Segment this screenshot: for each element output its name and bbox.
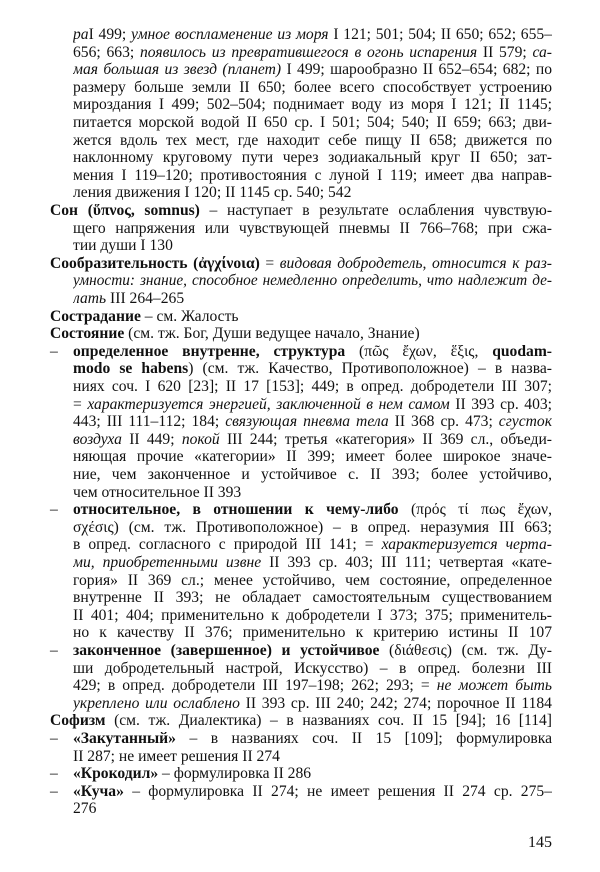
text-segment: II 393 ср. 403; III 111; четвертая «кате-: [261, 554, 552, 571]
italic-quote: укреплено или ослаблено: [73, 694, 240, 712]
text-segment: =: [73, 395, 88, 413]
text-segment: 276: [73, 800, 97, 818]
text-segment: внутренне II 393; не обладает самостоятельным существованием: [73, 589, 552, 607]
text-segment: гория» II 369 сл.; менее устойчиво, чем состояние, определенное: [73, 571, 552, 589]
italic-quote: связующая пневма тела: [225, 413, 389, 431]
text-segment: =: [259, 254, 280, 272]
text-segment: 443; III 111–112; 184;: [73, 413, 226, 431]
sub-entry-line: [73, 642, 552, 660]
text-segment: в опред. согласного с природой III 141; =: [73, 536, 382, 554]
text-line: [73, 695, 552, 713]
entry-term: «Закутанный»: [73, 730, 176, 747]
text-line: [73, 79, 552, 97]
text-segment: чем относительное II 393: [73, 483, 242, 501]
text-segment: II 579;: [477, 43, 533, 61]
text-segment: I 499;: [88, 26, 132, 43]
text-segment: ) (см. тж. Качество, Противоположное) – в назва-: [188, 360, 552, 378]
entry-term: относительное, в отношении к чему-либо: [73, 501, 399, 519]
text-segment: II 368 ср. 473;: [388, 413, 499, 431]
entry-head-line: [50, 308, 552, 326]
text-segment: II 287; не имеет решения II 274: [73, 747, 280, 765]
text-line: [73, 220, 552, 238]
sub-entry-line: [73, 765, 552, 783]
text-segment: ниях соч. I 620 [23]; II 17 [153]; 449; в опред. добродетели III 307;: [73, 378, 552, 395]
text-line: [73, 396, 552, 414]
text-segment: (см. тж. Бог, Души ведущее начало, Знание): [124, 325, 420, 343]
entry-term: Сон (ὕπνος, somnus): [50, 202, 200, 219]
text-line: [73, 572, 552, 590]
text-segment: II 393 ср. 403;: [449, 395, 552, 413]
italic-quote: характеризуется черта-: [381, 536, 552, 554]
text-line: [73, 272, 552, 290]
entry-term: Софизм: [50, 712, 106, 730]
text-line: [73, 660, 552, 678]
text-line: [73, 114, 552, 132]
text-segment: – наступает в результате ослабления чувствую-: [199, 202, 552, 219]
sub-entry-line: [73, 501, 552, 519]
entry-term: законченное (завершенное) и устойчивое: [73, 642, 380, 659]
text-segment: питается морской водой II 650 ср. I 501; 504; 540; II 659; 663; дви-: [73, 114, 552, 131]
text-segment: – в названиях соч. II 15 [109]; формулировка: [175, 730, 552, 747]
text-segment: щего напряжения или чувствующей пневмы II 766–768; при сжа-: [73, 219, 552, 237]
text-segment: ние, чем законченное и устойчивое с. II 393; более устойчиво,: [73, 466, 552, 483]
entry-term: modo se habens: [73, 360, 189, 378]
entry-term: quodam-: [492, 342, 552, 360]
text-line: [73, 607, 552, 625]
sub-entry-dash: –: [50, 342, 58, 360]
sub-entry-dash: –: [50, 765, 58, 783]
text-segment: II 449;: [121, 430, 182, 448]
text-segment: II 401; 404; применительно к добродетели I 373; 375; применитель-: [73, 606, 552, 624]
sub-entry-dash: –: [50, 501, 58, 519]
italic-quote: ми, приобретенными извне: [73, 554, 262, 571]
text-line: [73, 167, 552, 185]
text-segment: I 499; шарообразно II 652–654; 682; по: [281, 61, 552, 79]
entry-term: Сострадание: [50, 307, 141, 325]
italic-quote: лать: [73, 290, 107, 307]
text-line: [73, 466, 552, 484]
text-segment: (см. тж. Диалектика) – в названиях соч. II 15 [94]; 16 [114]: [105, 712, 552, 730]
italic-quote: характеризуется энергией, заключенной в нем самом: [87, 395, 450, 413]
entry-term: «Куча»: [73, 782, 124, 800]
italic-quote: умное воспламенение из моря: [131, 26, 329, 43]
text-segment: – формулировка II 286: [158, 765, 312, 783]
text-line: [73, 237, 552, 255]
text-segment: размеру больше земли II 650; более всего способствует устроению: [73, 78, 552, 96]
text-segment: (πῶς ἔχων, ἕξις,: [345, 342, 493, 360]
italic-quote: сгусток: [498, 413, 552, 431]
entry-head-line: [50, 712, 552, 730]
sub-entry-dash: –: [50, 782, 58, 800]
text-line: [73, 413, 552, 431]
italic-quote: умности: знание, способное немедленно определить, что надлежит де-: [73, 272, 552, 290]
italic-quote: са-: [532, 43, 552, 61]
text-line: [73, 800, 552, 818]
sub-entry-dash: –: [50, 730, 58, 747]
text-segment: но к качеству II 376; применительно к критерию истины II 107: [73, 624, 552, 642]
text-segment: жется вдоль тех мест, где находит себе пищу II 658; движется по: [73, 131, 552, 149]
entry-term: Сообразительность (ἀγχίνοια): [50, 254, 260, 272]
entry-term: Состояние: [50, 325, 125, 343]
text-line: [73, 378, 552, 396]
text-line: [73, 677, 552, 695]
text-line: [73, 44, 552, 62]
text-segment: III 244; третья «категория» II 369 сл., объеди-: [219, 430, 552, 448]
text-line: [73, 360, 552, 378]
text-line: [73, 61, 552, 79]
sub-entry-line: [73, 730, 552, 748]
text-line: [73, 290, 552, 308]
text-segment: II 393 ср. III 240; 242; 274; порочное II 1184: [239, 694, 552, 712]
text-line: [73, 748, 552, 766]
italic-quote: не может быть: [436, 677, 552, 695]
entry-head-line: [50, 325, 552, 343]
text-segment: 656; 663;: [73, 43, 140, 61]
text-line: [73, 184, 552, 202]
text-segment: – см. Жалость: [140, 307, 239, 325]
text-segment: III 264–265: [106, 290, 185, 307]
text-segment: (διάθεσις) (см. тж. Ду-: [379, 642, 552, 659]
text-segment: (πρός τί πως ἔχων,: [398, 501, 552, 519]
italic-quote: видовая добродетель, относится к раз-: [279, 254, 552, 272]
text-line: [73, 624, 552, 642]
entry-term: «Крокодил»: [73, 765, 159, 783]
sub-entry-dash: –: [50, 642, 58, 659]
text-line: [73, 149, 552, 167]
text-line: [73, 519, 552, 537]
italic-quote: ра: [73, 26, 89, 43]
text-line: [73, 431, 552, 449]
italic-quote: мая большая из звезд (планет): [73, 61, 282, 79]
entry-term: определенное внутренне, структура: [73, 342, 346, 360]
italic-quote: воздуха: [73, 430, 122, 448]
text-segment: наклонному круговому пути через зодиакальный круг II 650; зат-: [73, 149, 552, 167]
italic-quote: появилось из превратившегося в огонь испарения: [139, 43, 478, 61]
text-line: [73, 484, 552, 502]
page-number: 145: [528, 834, 552, 851]
entry-head-line: [50, 255, 552, 273]
text-segment: I 121; 501; 504; II 650; 652; 655–: [328, 26, 552, 43]
text-line: [73, 448, 552, 466]
sub-entry-line: [73, 783, 552, 801]
text-segment: ления движения I 120; II 1145 ср. 540; 542: [73, 184, 352, 202]
text-line: [73, 132, 552, 150]
italic-quote: покой: [181, 430, 220, 448]
text-segment: σχέσις) (см. тж. Противоположное) – в опред. неразумия III 663;: [73, 518, 552, 536]
text-segment: няющая прочие «категории» II 399; имеет более широкое значе-: [73, 448, 552, 466]
text-line: [73, 589, 552, 607]
text-line: [73, 536, 552, 554]
text-segment: тии души I 130: [73, 237, 173, 255]
text-segment: мироздания I 499; 502–504; поднимает воду из моря I 121; II 1145;: [73, 96, 552, 114]
text-line: [73, 96, 552, 114]
entry-head-line: [50, 202, 552, 220]
text-segment: 429; в опред. добродетели III 197–198; 262; 293; =: [73, 677, 437, 695]
text-line: [73, 554, 552, 572]
sub-entry-line: [73, 343, 552, 361]
text-segment: мения I 119–120; противостояния с луной I 119; имеет два направ-: [73, 166, 552, 184]
text-segment: – формулировка II 274; не имеет решения II 274 ср. 275–: [123, 782, 552, 800]
text-line: [73, 26, 552, 44]
text-segment: ши добродетельный настрой, Искусство) – в опред. болезни III: [73, 659, 552, 677]
